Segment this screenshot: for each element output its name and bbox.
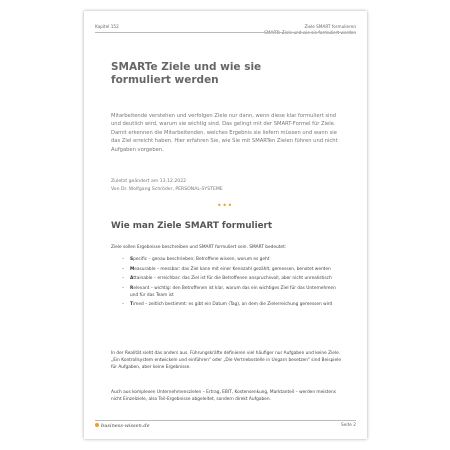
section-heading: Wie man Ziele SMART formuliert [111, 221, 273, 231]
list-dash-icon: – [122, 302, 125, 308]
smart-letter: T [130, 302, 133, 308]
smart-description: imed – zeitlich bestimmt: es gibt ein Datum (Tag), an dem die Zielerreichung gemessen wird [132, 302, 333, 308]
list-dash-icon: – [122, 285, 125, 291]
smart-list-item [122, 276, 344, 283]
header-chapter: Kapitel 152 [95, 24, 119, 29]
intro-paragraph: Mitarbeitende verstehen und verfolgen Ziele nur dann, wenn diese klar formuliert sind und deutlich wird, warum sie wichtig sind. Das gelingt mit der SMART-Formel für Ziele. Damit erkennen die Mitarbeitenden, welches Ergebnis sie liefern müssen und wann sie das Ziel erreicht haben. Hier erfahren Sie, wie Sie mit SMARTen Zielen führen und nicht Aufgaben vorgeben. [111, 113, 338, 153]
page-title: SMARTe Ziele und wie sie formuliert werden [111, 61, 262, 87]
article-meta [111, 178, 331, 194]
page-number: Seite 2 [341, 423, 356, 428]
paragraph-company-goals: Auch aus komplexen Unternehmenszielen – Ertrag, EBIT, Kostensenkung, Marktanteil – werden meistens nicht Einzelziele, also Teil-Ergebnisse abgeleitet, sondern direkt Aufgaben. [111, 390, 336, 402]
smart-description: ttainable – erreichbar: das Ziel ist für die Betroffenen anspruchsvoll, aber nicht unrealistisch [133, 276, 332, 282]
paragraph-smart-intro: Ziele sollen Ergebnisse beschreiben und SMART formuliert sein. SMART bedeutet: [111, 245, 287, 250]
separator-dots: ••• [217, 201, 233, 210]
footer-divider [95, 420, 356, 421]
smart-description: elevant – wichtig: den Betroffenen ist klar, warum das ein wichtiges Ziel für das Unternehmen und für das Team ist [130, 285, 336, 298]
last-changed: Zuletzt geändert am 13.12.2022 [111, 179, 187, 184]
author-line: Von Dr. Wolfgang Schröder, PERSONAL-SYSTEME [111, 186, 223, 192]
smart-list-item [122, 257, 344, 264]
list-dash-icon: – [122, 266, 125, 272]
smart-letter: R [130, 285, 134, 291]
header-topic: Ziele SMART formulieren [304, 24, 356, 29]
list-dash-icon: – [122, 276, 125, 282]
smart-list-item [122, 267, 344, 274]
smart-letter: S [130, 257, 134, 262]
list-dash-icon: – [122, 257, 125, 262]
smart-list-item [122, 302, 344, 309]
header-right [264, 24, 356, 35]
smart-description: pecific – genau beschrieben: Betroffene wissen, worum es geht [133, 257, 270, 262]
logo-dot-icon [95, 423, 99, 427]
smart-letter: M [130, 266, 135, 272]
paragraph-reality: In der Realität sieht das anders aus. Führungskräfte definieren viel häufiger nur Aufgaben und keine Ziele. „Ein Kontrollsystem entwickeln und einführen“ oder „Die Vertriebsstelle in Ungarn besetzen“ sind Beispiele für Aufgaben, aber keine Ergebnisse. [111, 351, 341, 370]
header-article: SMARTe Ziele und wie sie formuliert werden [264, 29, 356, 35]
document-page [84, 11, 367, 439]
header-divider [95, 32, 356, 33]
smart-list-item [122, 286, 344, 300]
smart-list [122, 257, 344, 312]
smart-letter: A [130, 276, 134, 282]
smart-description: easurable – messbar: das Ziel kann mit einer Kennzahl gezählt, gemessen, benotet werden [134, 266, 331, 272]
site-logo [95, 423, 150, 429]
logo-text: business-wissen.de [101, 423, 150, 429]
